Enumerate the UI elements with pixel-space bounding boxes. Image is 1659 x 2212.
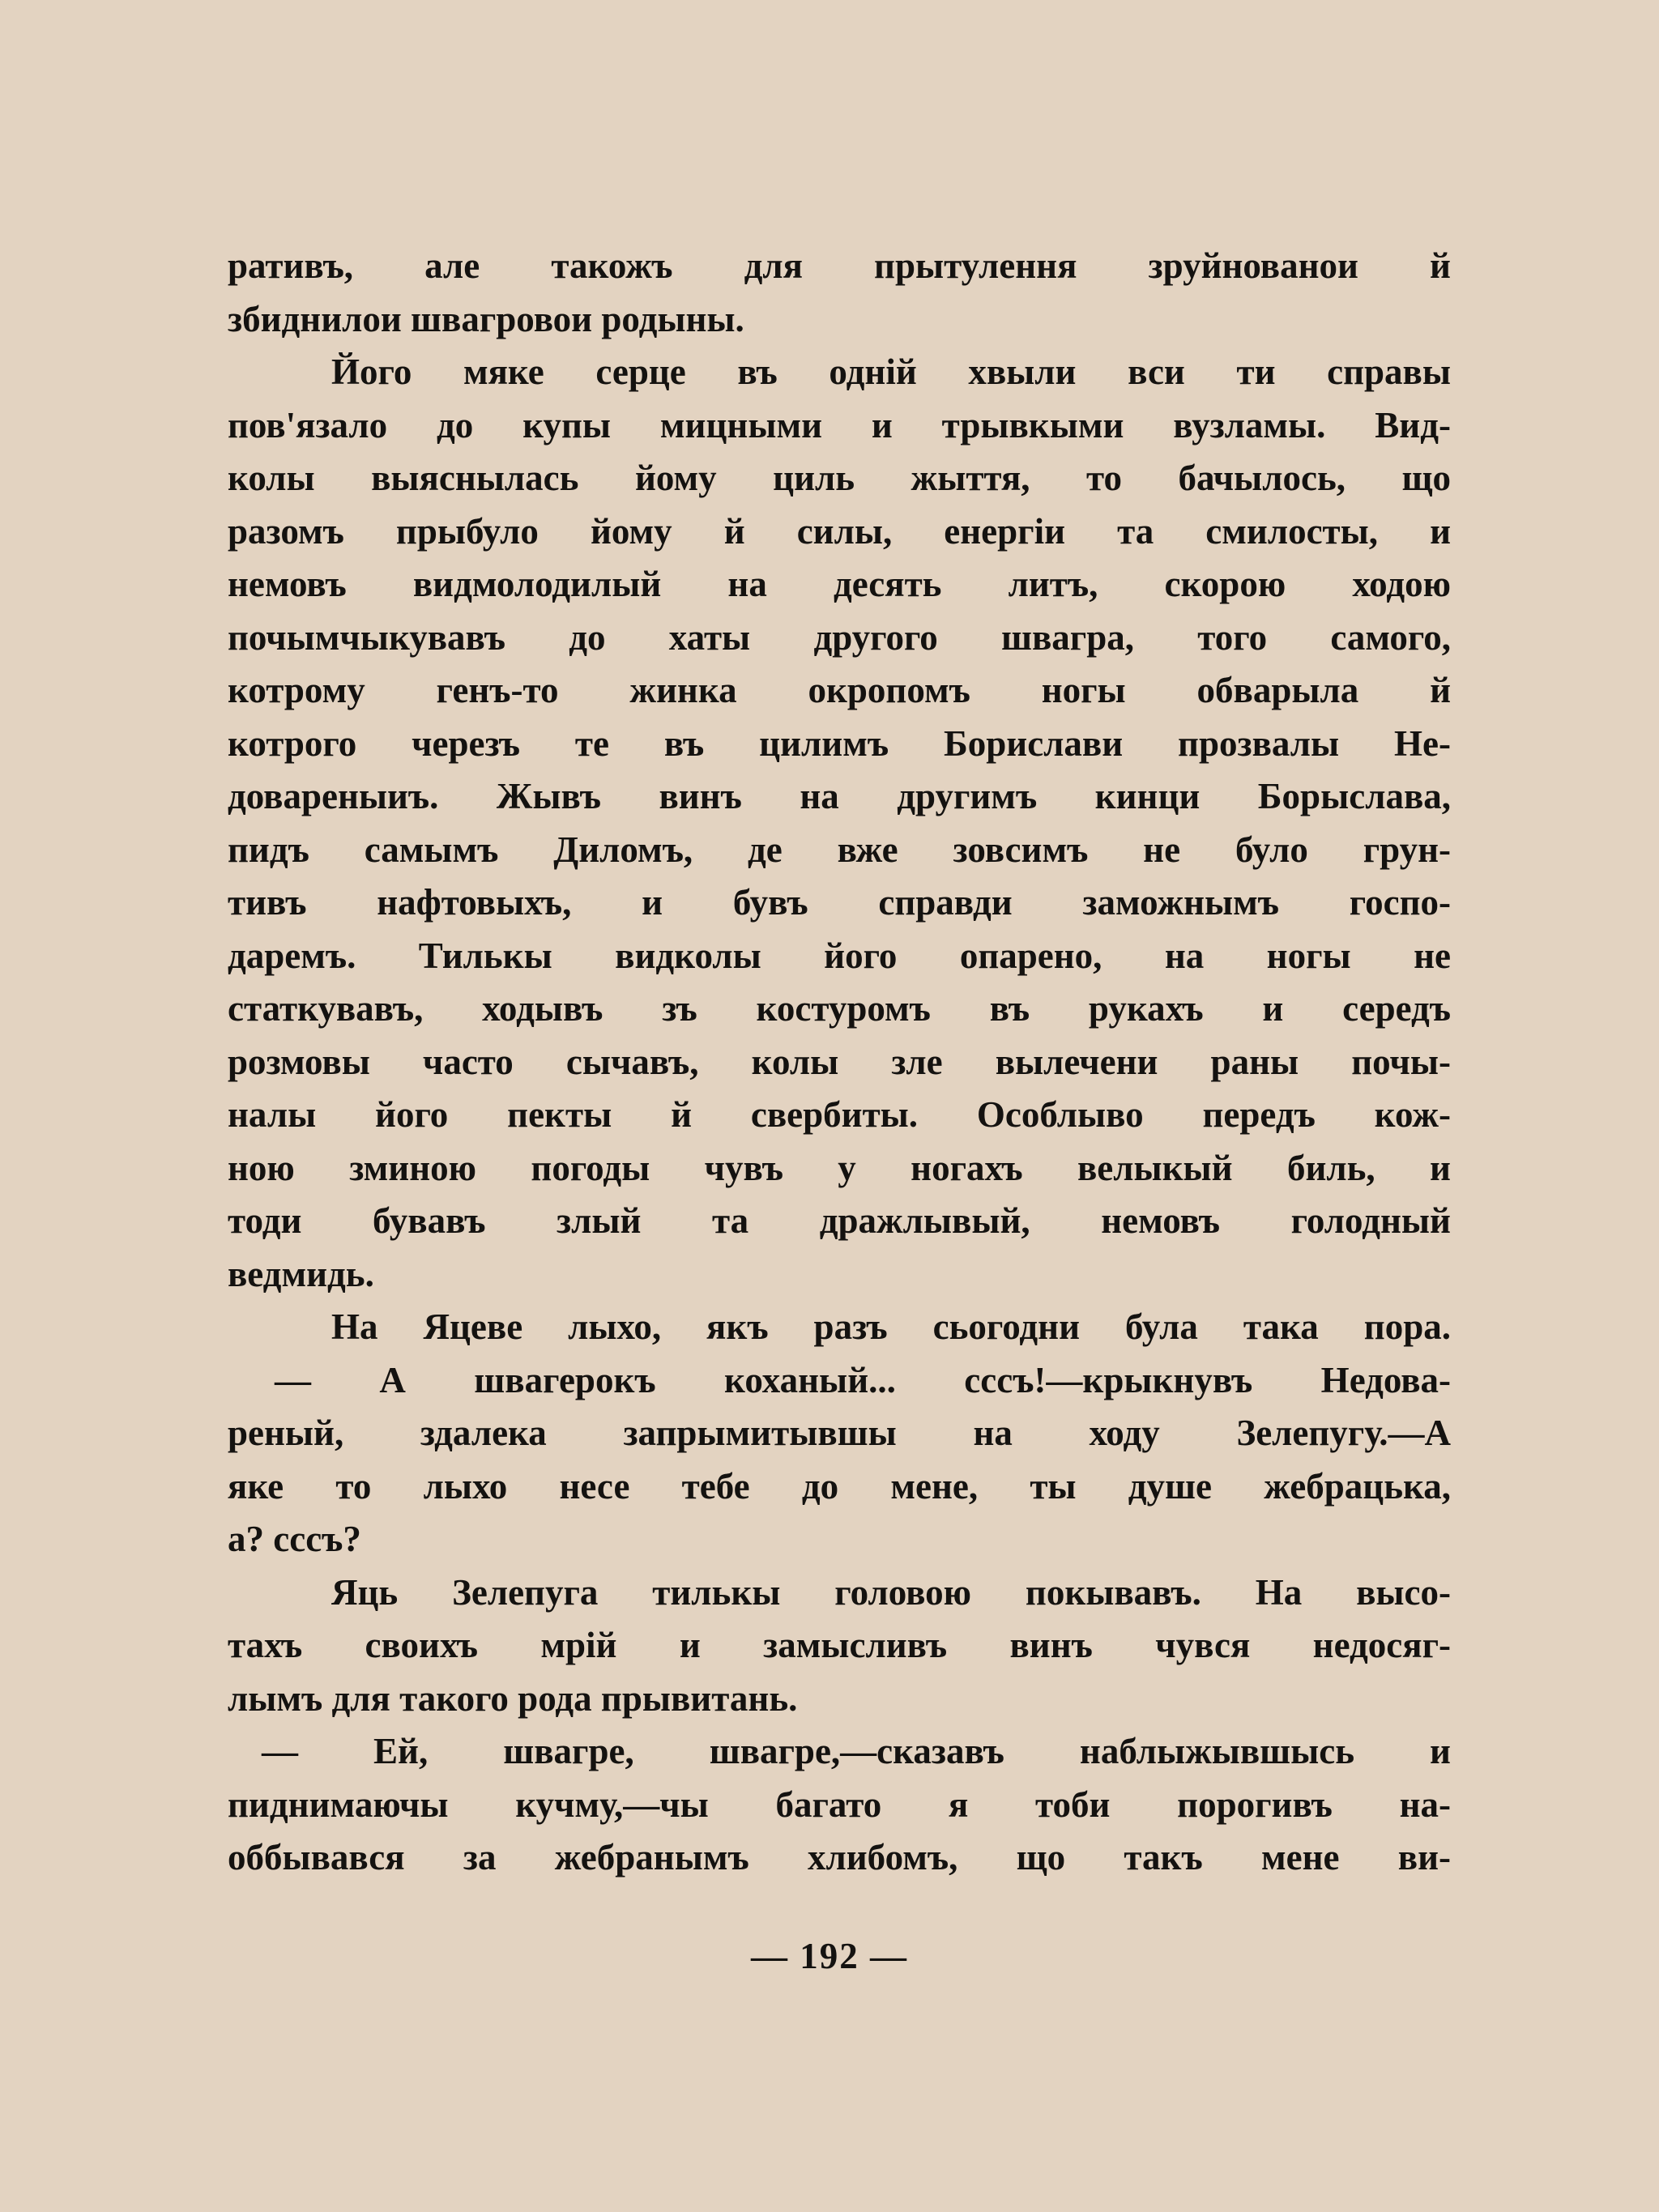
text-line: налы його пекты й свербиты. Особлыво передъ кож-	[228, 1094, 1451, 1135]
text-line: тоди бувавъ злый та дражлывый, немовъ голодный	[228, 1200, 1451, 1241]
text-line: яке то лыхо несе тебе до мене, ты душе жебрацька,	[228, 1465, 1451, 1507]
text-line: оббывався за жебранымъ хлибомъ, що такъ мене ви-	[228, 1837, 1451, 1877]
text-line: ративъ, але такожъ для прытулення зруйнованои й	[228, 245, 1451, 286]
text-line: розмовы часто сычавъ, колы зле вылечени раны почы-	[228, 1041, 1451, 1082]
text-line: а? сссъ?	[228, 1519, 361, 1559]
text-line: котрому генъ-то жинка окропомъ ногы обварыла й	[228, 670, 1451, 710]
text-line: лымъ для такого рода прывитань.	[228, 1677, 798, 1719]
text-line: разомъ прыбуло йому й силы, енергiи та смилосты, и	[228, 510, 1451, 552]
paragraph-first-line: На Яцеве лыхо, якъ разъ сьогодни була така пора.	[331, 1306, 1451, 1347]
text-line: почымчыкувавъ до хаты другого швагра, того самого,	[228, 616, 1451, 658]
text-line: тивъ нафтовыхъ, и бувъ справди заможнымъ госпо-	[228, 882, 1451, 923]
text-line: котрого черезъ те въ цилимъ Борислави прозвалы Не-	[228, 722, 1451, 764]
text-line: ною зминою погоды чувъ у ногахъ велыкый биль, и	[228, 1147, 1451, 1188]
text-line: збиднилои швагровои родыны.	[228, 298, 744, 339]
dialogue-first-line: — Ей, швагре, швагре,—сказавъ наблыжывшысь и	[262, 1731, 1451, 1771]
text-line: ведмидь.	[228, 1253, 374, 1294]
body-text	[228, 240, 1451, 1885]
text-line: статкувавъ, ходывъ зъ костуромъ въ рукахъ и середъ	[228, 988, 1451, 1029]
text-line: даремъ. Тилькы видколы його опарено, на ногы не	[228, 935, 1451, 976]
text-line: немовъ видмолодилый на десять литъ, скорою ходою	[228, 564, 1451, 604]
text-line: пиднимаючы кучму,—чы багато я тоби порогивъ на-	[228, 1784, 1451, 1825]
text-line: пов'язало до купы мицными и трывкыми вузламы. Вид-	[228, 404, 1451, 445]
text-line: довареныиъ. Жывъ винъ на другимъ кинци Борыслава,	[228, 776, 1451, 816]
dialogue-first-line: — А швагерокъ коханый... сссъ!—крыкнувъ Недова-	[275, 1359, 1451, 1400]
page-number: — 192 —	[751, 1936, 908, 1976]
paragraph-first-line: Яць Зелепуга тилькы головою покывавъ. На высо-	[331, 1571, 1451, 1613]
paragraph-first-line: Його мяке серце въ однiй хвыли вси ти справы	[331, 352, 1451, 392]
text-line: реный, здалека запрымитывшы на ходу Зелепугу.—А	[228, 1413, 1451, 1453]
text-line: пидъ самымъ Диломъ, де вже зовсимъ не було грун-	[228, 829, 1451, 870]
text-line: тахъ своихъ мрiй и замысливъ винъ чувся недосяг-	[228, 1625, 1451, 1665]
text-line: колы выяснылась йому циль жыття, то бачылось, що	[228, 458, 1451, 498]
